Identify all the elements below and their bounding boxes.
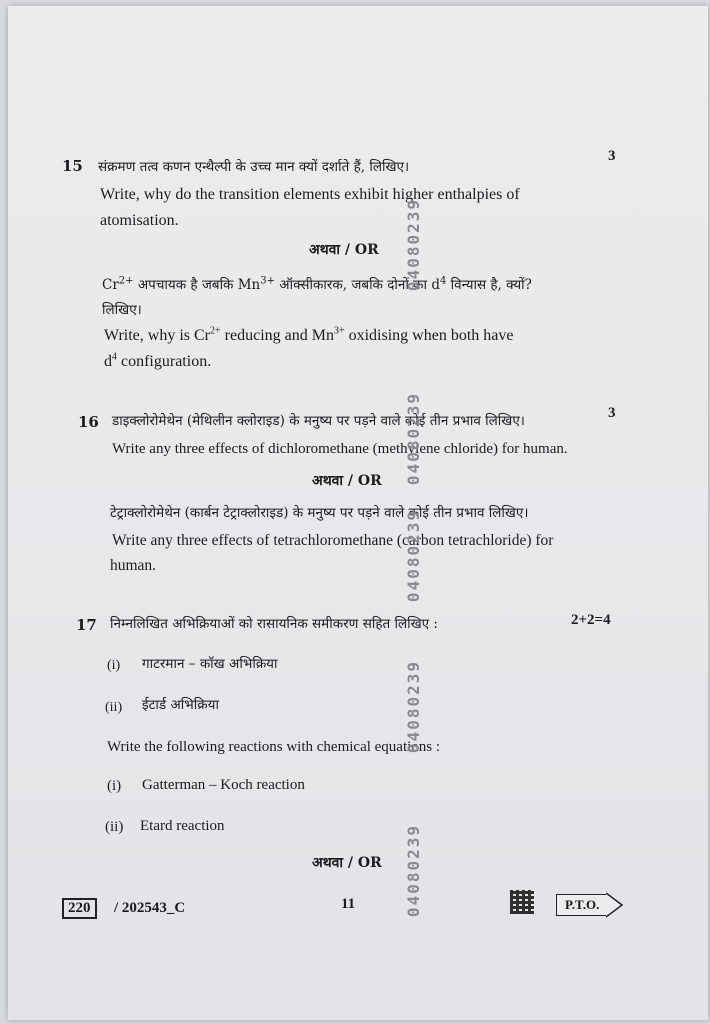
q15-alt-hindi-line1: $Cr^{2+}$ अपचायक है जबकि $Mn^{3+}$ ऑक्सीकारक, जबकि दोनों का $d^4$ विन्यास है, क्यों? bbox=[102, 275, 532, 293]
watermark-code-1: 04080239 bbox=[404, 198, 423, 292]
q17-english: Write the following reactions with chemical equations : bbox=[107, 739, 441, 755]
q17-hindi-item1: गाटरमान – कॉख अभिक्रिया bbox=[142, 656, 278, 672]
watermark-code-5: 04080239 bbox=[404, 824, 423, 918]
q16-english: Write any three effects of dichloromethane (methylene chloride) for human. bbox=[112, 441, 568, 457]
arrow-right-icon bbox=[606, 890, 626, 920]
q15-or: अथवा / OR bbox=[309, 242, 379, 258]
page-number: 11 bbox=[341, 896, 356, 912]
q17-hindi-item2: ईटार्ड अभिक्रिया bbox=[142, 697, 219, 713]
q17-english-item1: Gatterman – Koch reaction bbox=[142, 777, 305, 793]
q17-english-item1-number: (i) bbox=[107, 778, 122, 794]
q17-hindi: निम्नलिखित अभिक्रियाओं को रासायनिक समीकरण सहित लिखिए : bbox=[110, 616, 438, 632]
q15-hindi: संक्रमण तत्व कणन एन्थैल्पी के उच्च मान क्यों दर्शाते हैं, लिखिए। bbox=[98, 159, 410, 175]
q17-english-item2-number: (ii) bbox=[105, 819, 124, 835]
watermark-code-3: 04080239 bbox=[404, 509, 423, 603]
qr-code-icon bbox=[510, 890, 534, 914]
q16-or: अथवा / OR bbox=[312, 473, 382, 489]
q16-hindi: डाइक्लोरोमेथेन (मेथिलीन क्लोराइड) के मनुष्य पर पड़ने वाले कोई तीन प्रभाव लिखिए। bbox=[112, 413, 525, 429]
q15-marks: 3 bbox=[608, 148, 616, 164]
watermark-code-2: 04080239 bbox=[404, 392, 423, 486]
q15-alt-english-line1: Write, why is $Cr^{2+}$ reducing and $Mn^{3+}$ oxidising when both have bbox=[104, 325, 514, 344]
exam-page bbox=[8, 6, 708, 1020]
q16-marks: 3 bbox=[608, 405, 616, 421]
set-code-box: 220 bbox=[62, 898, 97, 919]
q15-alt-english-line2: $d^4$ configuration. bbox=[104, 351, 212, 370]
q17-english-item2: Etard reaction bbox=[140, 818, 225, 834]
q16-alt-english-line2: human. bbox=[110, 557, 157, 574]
q16-number: 16 bbox=[78, 413, 99, 431]
pto-label: P.T.O. bbox=[556, 894, 608, 916]
q17-number: 17 bbox=[76, 616, 97, 634]
q15-alt-hindi-line2: लिखिए। bbox=[102, 302, 142, 318]
q16-alt-english-line1: Write any three effects of tetrachloromethane (carbon tetrachloride) for bbox=[112, 532, 554, 549]
paper-code: / 202543_C bbox=[114, 900, 186, 916]
q15-number: 15 bbox=[62, 157, 83, 175]
q16-alt-hindi: टेट्राक्लोरोमेथेन (कार्बन टेट्राक्लोराइड) के मनुष्य पर पड़ने वाले कोई तीन प्रभाव लिखिए। bbox=[110, 505, 529, 521]
watermark-code-4: 04080239 bbox=[404, 660, 423, 754]
q15-english-line2: atomisation. bbox=[100, 212, 179, 229]
q15-english-line1: Write, why do the transition elements exhibit higher enthalpies of bbox=[100, 186, 520, 203]
pto-arrow bbox=[556, 890, 626, 920]
q17-hindi-item1-number: (i) bbox=[107, 658, 121, 673]
q17-marks: 2+2=4 bbox=[571, 612, 611, 628]
q17-or: अथवा / OR bbox=[312, 855, 382, 871]
q17-hindi-item2-number: (ii) bbox=[105, 700, 123, 715]
